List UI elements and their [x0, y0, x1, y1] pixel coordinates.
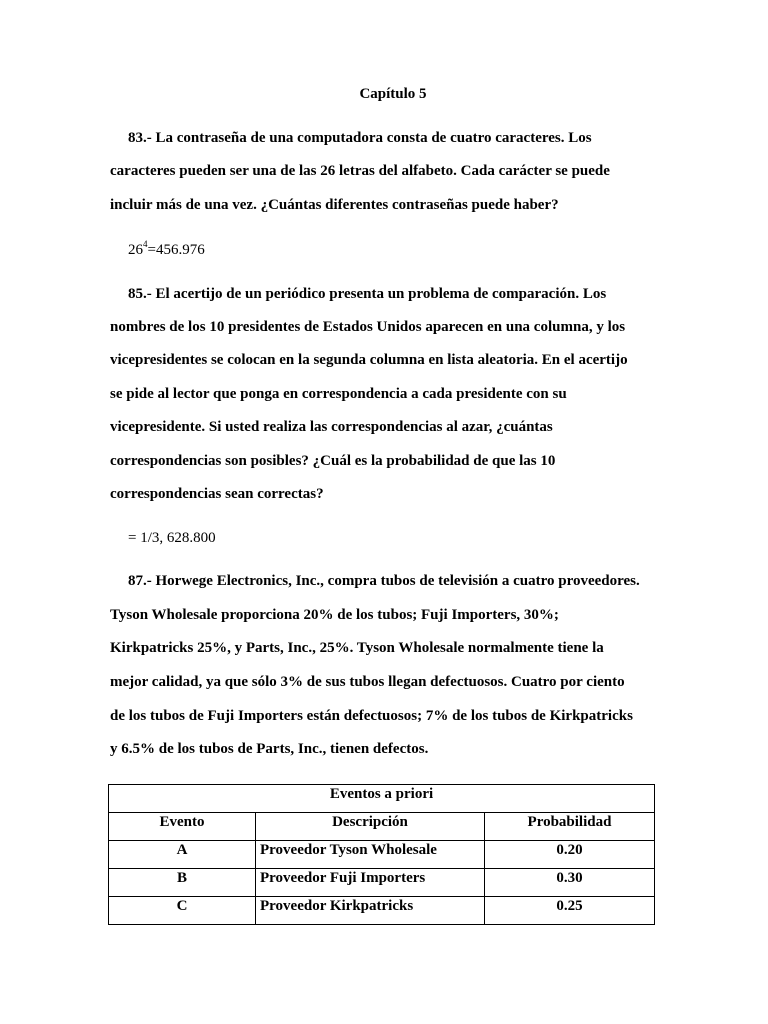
problem-85-line-1: 85.- El acertijo de un periódico presenta un problema de comparación. Los — [128, 286, 607, 302]
problem-85-line-6: correspondencias son posibles? ¿Cuál es la probabilidad de que las 10 — [110, 453, 556, 469]
problem-87-line-2: Tyson Wholesale proporciona 20% de los tubos; Fuji Importers, 30%; — [110, 607, 559, 623]
table-caption-row — [109, 785, 655, 813]
problem-85-line-2: nombres de los 10 presidentes de Estados Unidos aparecen en una columna, y los — [110, 319, 626, 335]
problem-87-line-6: y 6.5% de los tubos de Parts, Inc., tienen defectos. — [110, 741, 429, 757]
cell-descripcion: Proveedor Tyson Wholesale — [256, 841, 485, 869]
problem-85-line-5: vicepresidente. Si usted realiza las correspondencias al azar, ¿cuántas — [110, 419, 553, 435]
header-evento: Evento — [109, 813, 256, 841]
table-caption: Eventos a priori — [109, 785, 655, 813]
problem-83-line-1: 83.- La contraseña de una computadora consta de cuatro caracteres. Los — [128, 130, 592, 146]
problem-83-line-2: caracteres pueden ser una de las 26 letras del alfabeto. Cada carácter se puede — [110, 163, 610, 179]
problem-85-answer: = 1/3, 628.800 — [128, 530, 216, 546]
header-descripcion: Descripción — [256, 813, 485, 841]
chapter-title: Capítulo 5 — [359, 86, 427, 102]
table-row — [109, 897, 655, 925]
cell-probabilidad: 0.25 — [485, 897, 655, 925]
cell-descripcion: Proveedor Fuji Importers — [256, 869, 485, 897]
problem-87-line-1: 87.- Horwege Electronics, Inc., compra tubos de televisión a cuatro proveedores. — [128, 573, 640, 589]
cell-probabilidad: 0.30 — [485, 869, 655, 897]
problem-85-line-3: vicepresidentes se colocan en la segunda columna en lista aleatoria. En el acertijo — [110, 352, 628, 368]
problem-87-line-5: de los tubos de Fuji Importers están defectuosos; 7% de los tubos de Kirkpatricks — [110, 708, 633, 724]
problem-83-line-3: incluir más de una vez. ¿Cuántas diferentes contraseñas puede haber? — [110, 197, 559, 213]
problem-87-line-3: Kirkpatricks 25%, y Parts, Inc., 25%. Tyson Wholesale normalmente tiene la — [110, 640, 604, 656]
problem-83-answer — [128, 239, 205, 259]
cell-probabilidad: 0.20 — [485, 841, 655, 869]
answer-base: 26 — [128, 242, 143, 258]
cell-evento: A — [109, 841, 256, 869]
answer-result: =456.976 — [147, 242, 205, 258]
table-row — [109, 841, 655, 869]
table-header-row — [109, 813, 655, 841]
problem-87-line-4: mejor calidad, ya que sólo 3% de sus tubos llegan defectuosos. Cuatro por ciento — [110, 674, 625, 690]
problem-85-line-4: se pide al lector que ponga en correspondencia a cada presidente con su — [110, 386, 567, 402]
table-row — [109, 869, 655, 897]
answer-exponent: 4 — [143, 239, 148, 249]
cell-evento: C — [109, 897, 256, 925]
priori-events-table — [108, 784, 655, 925]
cell-descripcion: Proveedor Kirkpatricks — [256, 897, 485, 925]
cell-evento: B — [109, 869, 256, 897]
header-probabilidad: Probabilidad — [485, 813, 655, 841]
problem-85-line-7: correspondencias sean correctas? — [110, 486, 324, 502]
